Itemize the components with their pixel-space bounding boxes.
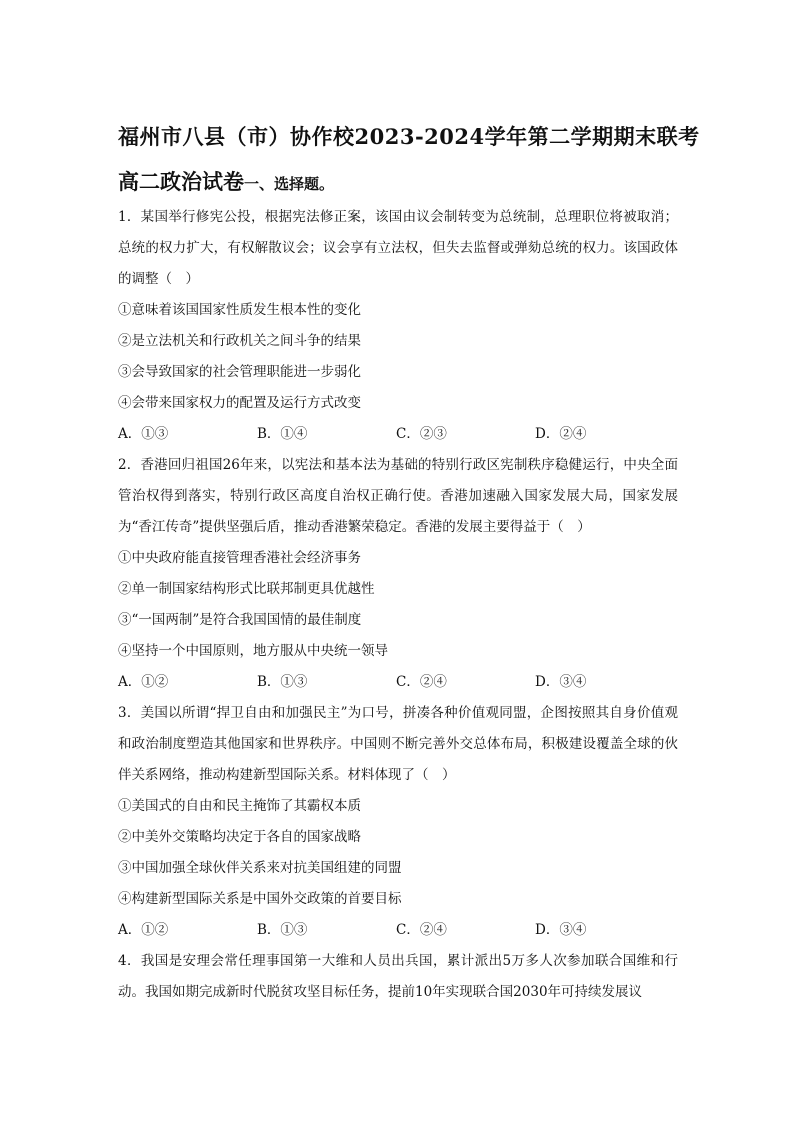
choice-c[interactable]: C．②④ [396,922,447,938]
statement-option: ②中美外交策略均决定于各自的国家战略 [118,829,361,845]
question-4 [118,946,678,1008]
choice-a[interactable]: A．①② [118,922,169,938]
choice-b[interactable]: B．①③ [257,922,308,938]
question-3 [118,698,678,946]
question-1 [118,202,678,450]
statement-option: ①意味着该国国家性质发生根本性的变化 [118,302,361,318]
question-stem: 1．某国举行修宪公投，根据宪法修正案，该国由议会制转变为总统制，总理职位将被取消；总统的权力扩大，有权解散议会；议会享有立法权，但失去监督或弹劾总统的权力。该国政体的调整（ ） [118,209,678,287]
exam-subtitle [118,166,334,196]
choice-d[interactable]: D．②④ [535,426,587,442]
question-stem: 3．美国以所谓“捍卫自由和加强民主”为口号，拼凑各种价值观同盟，企图按照其自身价值观和政治制度塑造其他国家和世界秩序。中国则不断完善外交总体布局，积极建设覆盖全球的伙伴关系网络，推动构建新型国际关系。材料体现了（ ） [118,705,678,783]
question-stem: 2．香港回归祖国26年来，以宪法和基本法为基础的特别行政区宪制秩序稳健运行，中央全面管治权得到落实，特别行政区高度自治权正确行使。香港加速融入国家发展大局，国家发展为“香江传奇”提供坚强后盾，推动香港繁荣稳定。香港的发展主要得益于（ ） [118,457,678,535]
exam-title: 福州市八县（市）协作校2023-2024学年第二学期期末联考 [118,124,700,149]
subject-title: 高二政治试卷 [118,169,244,194]
choice-a[interactable]: A．①② [118,674,169,690]
answer-choices [118,915,678,946]
choice-b[interactable]: B．①③ [257,674,308,690]
statement-option: ③会导致国家的社会管理职能进一步弱化 [118,364,361,380]
statement-option: ④构建新型国际关系是中国外交政策的首要目标 [118,891,402,907]
choice-c[interactable]: C．②④ [396,674,447,690]
choice-c[interactable]: C．②③ [396,426,447,442]
statement-option: ④坚持一个中国原则，地方服从中央统一领导 [118,643,388,659]
question-2 [118,450,678,698]
statement-option: ①美国式的自由和民主掩饰了其霸权本质 [118,798,361,814]
statement-option: ②是立法机关和行政机关之间斗争的结果 [118,333,361,349]
statement-option: ①中央政府能直接管理香港社会经济事务 [118,550,361,566]
statement-option: ②单一制国家结构形式比联邦制更具优越性 [118,581,375,597]
statement-option: ③“一国两制”是符合我国国情的最佳制度 [118,612,362,628]
section-heading: 一、选择题。 [244,175,335,193]
statement-option: ④会带来国家权力的配置及运行方式改变 [118,395,361,411]
choice-d[interactable]: D．③④ [535,922,587,938]
answer-choices [118,667,678,698]
statement-option: ③中国加强全球伙伴关系来对抗美国组建的同盟 [118,860,402,876]
question-list [118,202,678,1008]
question-stem: 4．我国是安理会常任理事国第一大维和人员出兵国，累计派出5万多人次参加联合国维和行动。我国如期完成新时代脱贫攻坚目标任务，提前10年实现联合国2030年可持续发展议 [118,953,678,1000]
choice-b[interactable]: B．①④ [257,426,308,442]
choice-d[interactable]: D．③④ [535,674,587,690]
answer-choices [118,419,678,450]
choice-a[interactable]: A．①③ [118,426,169,442]
